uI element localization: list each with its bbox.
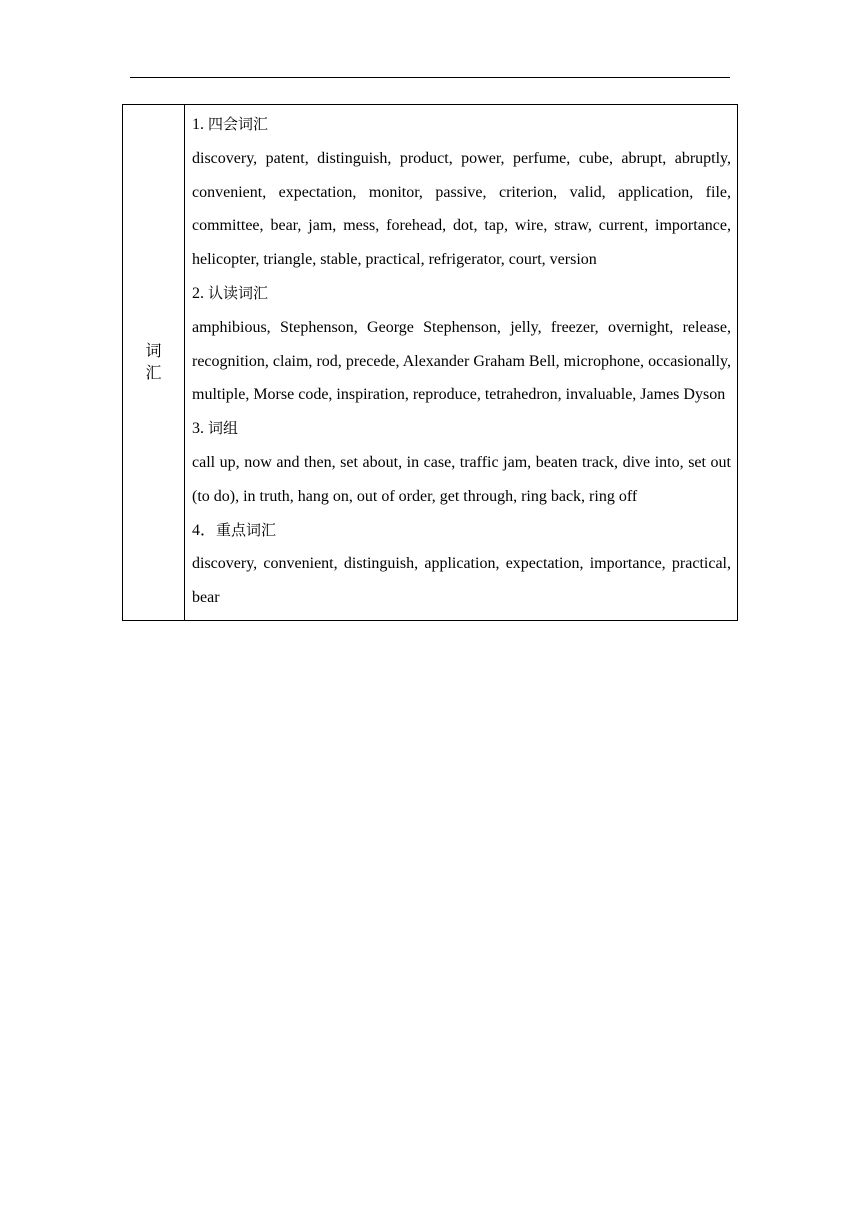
section-heading-3 [192, 412, 731, 446]
section-title: 重点词汇 [216, 520, 277, 539]
section-words-4: discovery, convenient, distinguish, application, expectation, importance, practical, bear [192, 555, 731, 607]
section-title: 词组 [208, 419, 239, 438]
vocabulary-table [122, 104, 738, 621]
section-number: 4． [192, 521, 217, 539]
section-number: 2. [192, 284, 204, 302]
section-words-1: discovery, patent, distinguish, product, power, perfume, cube, abrupt, abruptly, convenient, expectation, monitor, passive, criterion, valid, application, file, committee, bear, jam, mess, forehead, dot, tap, wire, straw, current, importance, helicopter, triangle, stable, practical, refrigerator, court, version [192, 149, 731, 269]
section-heading-1 [192, 108, 731, 142]
section-words-2: amphibious, Stephenson, George Stephenson, jelly, freezer, overnight, release, recognition, claim, rod, precede, Alexander Graham Bell, microphone, occasionally, multiple, Morse code, inspiration, reproduce, tetrahedron, invaluable, James Dyson [192, 318, 731, 404]
section-heading-2 [192, 277, 731, 311]
content-cell [185, 105, 738, 621]
section-words-3: call up, now and then, set about, in case, traffic jam, beaten track, dive into, set out (to do), in truth, hang on, out of order, get through, ring back, ring off [192, 453, 731, 505]
section-title: 四会词汇 [208, 115, 269, 133]
table-row [123, 105, 738, 621]
section-heading-4 [192, 514, 731, 548]
section-number: 1. [192, 116, 204, 133]
section-number: 3. [192, 420, 204, 438]
row-label-cell [123, 105, 185, 621]
header-rule [130, 77, 730, 78]
section-title: 认读词汇 [208, 283, 269, 302]
row-label: 词汇 [145, 341, 162, 383]
